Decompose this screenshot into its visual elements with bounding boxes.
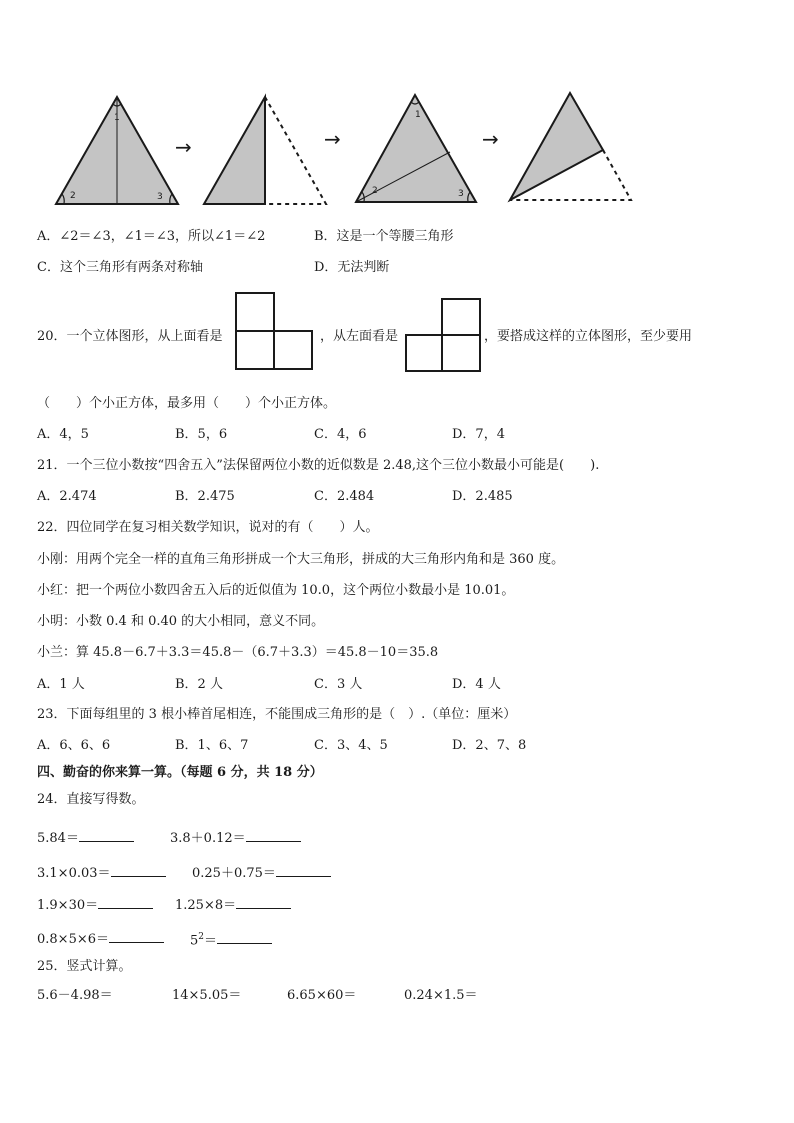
q22-statement-xiaolan: 小兰：算 45.8－6.7＋3.3＝45.8－（6.7＋3.3）＝45.8－10＝35.8 — [37, 645, 439, 660]
q24-item-7 — [37, 929, 164, 948]
q24-expression: 3.8＋0.12＝ — [170, 831, 246, 846]
q19-option-d[interactable]: D．无法判断 — [314, 260, 390, 275]
power-base: 5 — [190, 933, 199, 949]
answer-blank[interactable] — [111, 863, 166, 877]
q24-expression: 1.9×30＝ — [37, 898, 99, 913]
q20-option-c[interactable]: C．4，6 — [314, 427, 367, 442]
q24-item-4 — [192, 863, 331, 882]
answer-blank[interactable] — [236, 895, 291, 909]
q19-option-b[interactable]: B．这是一个等腰三角形 — [314, 229, 454, 244]
q21-option-a[interactable]: A．2.474 — [37, 489, 97, 504]
arrow-right-icon: → — [482, 127, 499, 151]
q25-item-3: 6.65×60＝ — [287, 988, 357, 1003]
q20-stem-part1: 20．一个立体图形，从上面看是 — [37, 329, 223, 344]
angle-label-1: 1 — [415, 110, 421, 120]
power-exponent: 2 — [198, 932, 205, 942]
arrow-right-icon: → — [324, 127, 341, 151]
folded-half-triangle — [204, 97, 265, 204]
answer-blank[interactable] — [98, 895, 153, 909]
folded-oblique-triangle — [510, 93, 603, 200]
q21-stem: 21．一个三位小数按“四舍五入”法保留两位小数的近似数是 2.48,这个三位小数最小可能是( ). — [37, 458, 600, 473]
answer-blank[interactable] — [217, 930, 272, 944]
q24-stem: 24．直接写得数。 — [37, 792, 145, 807]
q23-option-d[interactable]: D．2、7、8 — [452, 738, 527, 753]
q19-option-c[interactable]: C．这个三角形有两条对称轴 — [37, 260, 203, 275]
top-view-grid — [235, 292, 315, 372]
q20-option-a[interactable]: A．4，5 — [37, 427, 89, 442]
q22-statement-xiaoming: 小明：小数 0.4 和 0.40 的大小相同，意义不同。 — [37, 614, 325, 629]
q24-item-8 — [190, 929, 272, 949]
angle-label-2: 2 — [372, 186, 378, 196]
section-4-heading: 四、勤奋的你来算一算。（每题 6 分，共 18 分） — [37, 765, 323, 780]
q25-item-4: 0.24×1.5＝ — [404, 988, 478, 1003]
q20-option-b[interactable]: B．5，6 — [175, 427, 228, 442]
q23-option-c[interactable]: C．3、4、5 — [314, 738, 388, 753]
triangle-fold-figure — [0, 0, 794, 215]
q22-stem: 22．四位同学在复习相关数学知识，说对的有（ ）人。 — [37, 520, 379, 535]
q25-item-1: 5.6－4.98＝ — [37, 988, 113, 1003]
q20-stem-part2: ，从左面看是 — [320, 329, 399, 344]
q24-item-6 — [175, 895, 291, 914]
q20-stem-line2: （ ）个小正方体，最多用（ ）个小正方体。 — [37, 396, 337, 411]
q22-option-b[interactable]: B．2 人 — [175, 677, 223, 692]
answer-blank[interactable] — [246, 828, 301, 842]
q21-option-c[interactable]: C．2.484 — [314, 489, 375, 504]
q25-stem: 25．竖式计算。 — [37, 959, 132, 974]
q22-statement-xiaogang: 小刚：用两个完全一样的直角三角形拼成一个大三角形，拼成的大三角形内角和是 360 度。 — [37, 552, 565, 567]
q21-option-d[interactable]: D．2.485 — [452, 489, 513, 504]
q25-item-2: 14×5.05＝ — [172, 988, 242, 1003]
arrow-right-icon: → — [175, 135, 192, 159]
power-equals: ＝ — [204, 933, 218, 949]
q24-expression: 3.1×0.03＝ — [37, 866, 111, 881]
dashed-missing-half — [265, 97, 326, 204]
angle-label-3: 3 — [157, 192, 163, 202]
answer-blank[interactable] — [109, 929, 164, 943]
q24-item-3 — [37, 863, 166, 882]
angle-label-3: 3 — [458, 189, 464, 199]
q24-expression: 1.25×8＝ — [175, 898, 237, 913]
q21-option-b[interactable]: B．2.475 — [175, 489, 235, 504]
q24-item-5 — [37, 895, 153, 914]
answer-blank[interactable] — [79, 828, 134, 842]
left-view-grid — [405, 298, 485, 378]
angle-label-1: 1 — [114, 113, 120, 123]
q24-expression: 0.25＋0.75＝ — [192, 866, 276, 881]
q23-option-b[interactable]: B．1、6、7 — [175, 738, 249, 753]
q24-expression: 5.84＝ — [37, 831, 79, 846]
q23-option-a[interactable]: A．6、6、6 — [37, 738, 111, 753]
q22-option-d[interactable]: D．4 人 — [452, 677, 501, 692]
q24-expression: 0.8×5×6＝ — [37, 932, 110, 947]
q23-stem: 23．下面每组里的 3 根小棒首尾相连，不能围成三角形的是（ ）.（单位：厘米） — [37, 707, 517, 722]
q19-option-a[interactable]: A．∠2＝∠3，∠1＝∠3，所以∠1＝∠2 — [37, 229, 266, 244]
angle-label-2: 2 — [70, 191, 76, 201]
q22-option-c[interactable]: C．3 人 — [314, 677, 363, 692]
q20-stem-part3: ，要搭成这样的立体图形，至少要用 — [484, 329, 693, 344]
q24-item-2 — [170, 828, 301, 847]
q20-option-d[interactable]: D．7，4 — [452, 427, 505, 442]
answer-blank[interactable] — [276, 863, 331, 877]
q22-option-a[interactable]: A．1 人 — [37, 677, 85, 692]
q24-item-1 — [37, 828, 134, 847]
q22-statement-xiaohong: 小红：把一个两位小数四舍五入后的近似值为 10.0，这个两位小数最小是 10.01。 — [37, 583, 515, 598]
